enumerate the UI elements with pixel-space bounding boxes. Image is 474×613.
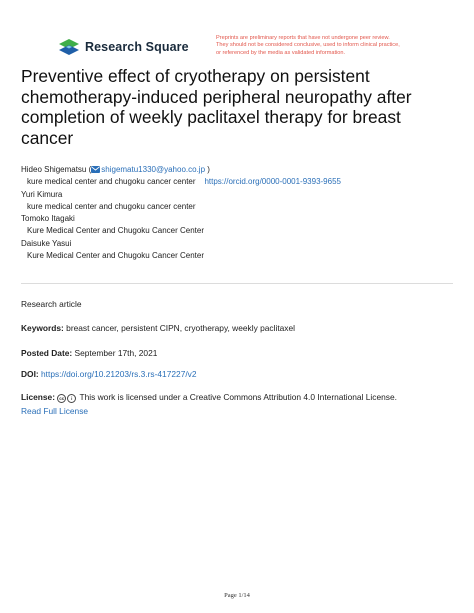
doi-link[interactable]: https://doi.org/10.21203/rs.3.rs-417227/v2 — [41, 369, 197, 379]
author-email-link[interactable]: shigematu1330@yahoo.co.jp — [91, 165, 205, 174]
author-affiliation: kure medical center and chugoku cancer center — [27, 201, 196, 211]
title-line: completion of weekly paclitaxel therapy for breast — [21, 107, 401, 127]
posted-date-value: September 17th, 2021 — [72, 348, 158, 358]
author-name: Tomoko Itagaki — [21, 214, 75, 224]
orcid-link[interactable]: https://orcid.org/0000-0001-9393-9655 — [204, 177, 341, 187]
logo-text: Research Square — [85, 40, 189, 54]
posted-date — [21, 348, 157, 358]
author-name: Yuri Kimura — [21, 189, 63, 199]
read-full-license-link[interactable]: Read Full License — [21, 406, 89, 416]
author-name: Daisuke Yasui — [21, 238, 72, 248]
title-line: chemotherapy-induced peripheral neuropathy after — [21, 86, 412, 107]
notice-line: or referenced by the media as validated information. — [216, 49, 346, 56]
notice-line: They should not be considered conclusive, used to inform clinical practice, — [216, 42, 400, 49]
preprint-notice — [216, 35, 456, 57]
doi-label: DOI: — [21, 369, 39, 379]
envelope-icon — [91, 166, 100, 173]
page-number: Page 1/14 — [224, 592, 250, 599]
license-text: This work is licensed under a Creative Commons Attribution 4.0 International License. — [77, 392, 397, 402]
section-divider — [21, 283, 453, 284]
article-type: Research article — [21, 299, 82, 309]
license — [21, 392, 397, 403]
keywords — [21, 323, 295, 333]
license-label: License: — [21, 392, 55, 402]
author-name: Hideo Shigematsu ( shigematu1330@yahoo.co.jp ) — [21, 165, 210, 174]
research-square-logo[interactable] — [58, 38, 189, 56]
author-affiliation: kure medical center and chugoku cancer center https://orcid.org/0000-0001-9393-9655 — [27, 177, 341, 187]
author-affiliation: Kure Medical Center and Chugoku Cancer Center — [27, 226, 204, 236]
notice-line: Preprints are preliminary reports that have not undergone peer review. — [216, 35, 390, 41]
posted-date-label: Posted Date: — [21, 348, 73, 358]
title-line: cancer — [21, 127, 74, 148]
author-list — [21, 164, 461, 262]
author-affiliation: Kure Medical Center and Chugoku Cancer Center — [27, 251, 204, 261]
article-title — [21, 66, 461, 148]
research-square-logo-icon — [58, 38, 80, 56]
keywords-label: Keywords: — [21, 323, 64, 333]
keywords-value: breast cancer, persistent CIPN, cryotherapy, weekly paclitaxel — [63, 323, 296, 333]
attribution-icon: i — [67, 394, 76, 403]
doi — [21, 369, 197, 379]
creative-commons-icon: cc — [59, 396, 65, 401]
read-license — [21, 406, 88, 416]
title-line: Preventive effect of cryotherapy on persistent — [21, 66, 370, 86]
